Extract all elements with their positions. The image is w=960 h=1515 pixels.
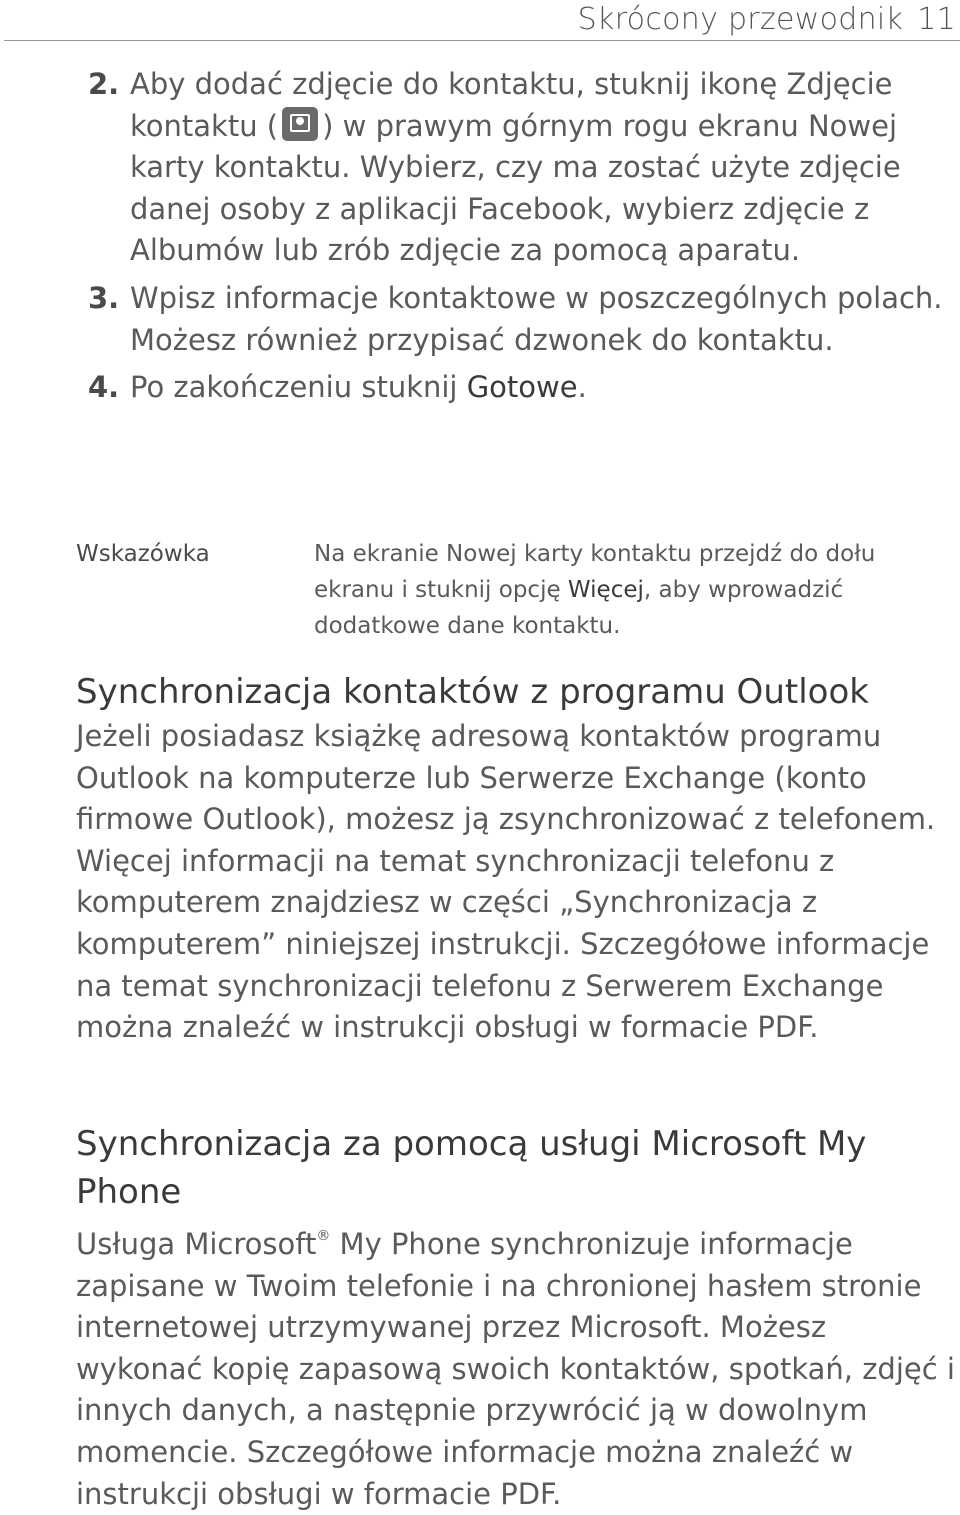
step-number: 4. xyxy=(88,370,120,405)
tip-text-after: , aby wprowadzić dodatkowe dane kontaktu. xyxy=(314,577,844,639)
step-2 xyxy=(88,64,948,272)
section-heading: Synchronizacja kontaktów z programu Outlook xyxy=(76,672,869,712)
step-text-before: Po zakończeniu stuknij xyxy=(130,370,467,405)
more-label: Więcej xyxy=(567,577,644,603)
section-body xyxy=(76,1216,956,1515)
step-text-after: ) w prawym górnym rogu ekranu Nowej karty kontaktu. Wybierz, czy ma zostać użyte zdjęcie danej osoby z aplikacji Facebook, wybierz zdjęcie z Albumów lub zrób zdjęcie za pomocą aparatu. xyxy=(130,108,901,268)
step-3 xyxy=(88,278,948,361)
body-after: My Phone synchronizuje informacje zapisane w Twoim telefonie i na chronionej hasłem stronie internetowej utrzymywanej przez Microsoft. Możesz wykonać kopię zapasową swoich kontaktów, spotkań, zdjęć i innych danych, a następnie przywrócić ją w dowolnym momencie. Szczegółowe informacje można znaleźć w instrukcji obsługi w formacie PDF. xyxy=(76,1227,955,1511)
step-number: 2. xyxy=(88,67,120,101)
step-number: 3. xyxy=(88,280,120,315)
running-header xyxy=(578,2,956,37)
header-divider xyxy=(4,40,960,41)
page-number: 11 xyxy=(917,2,956,37)
section-my-phone-sync xyxy=(76,1120,956,1515)
step-text-before: Aby dodać zdjęcie do kontaktu, stuknij ikonę Zdjęcie kontaktu ( xyxy=(130,67,893,143)
tip-text xyxy=(314,536,934,644)
step-4 xyxy=(88,367,948,409)
body-before: Usługa Microsoft xyxy=(76,1227,317,1261)
section-heading: Synchronizacja za pomocą usługi Microsoft My Phone xyxy=(76,1124,867,1212)
step-text-after: . xyxy=(577,370,587,405)
header-title: Skrócony przewodnik xyxy=(577,2,904,37)
section-outlook-sync xyxy=(76,668,956,1049)
tip-label: Wskazówka xyxy=(76,541,210,567)
contact-photo-icon xyxy=(282,107,318,141)
step-text: Wpisz informacje kontaktowe w poszczególnych polach. Możesz również przypisać dzwonek do kontaktu. xyxy=(130,280,943,357)
done-label: Gotowe xyxy=(466,370,578,405)
registered-mark: ® xyxy=(316,1228,331,1244)
steps-list xyxy=(88,64,948,415)
section-body: Jeżeli posiadasz książkę adresową kontaktów programu Outlook na komputerze lub Serwerze Exchange (konto firmowe Outlook), możesz ją zsynchronizować z telefonem. Więcej informacji na temat synchronizacji telefonu z komputerem znajdziesz w części „Synchronizacja z komputerem” niniejszej instrukcji. Szczegółowe informacje na temat synchronizacji telefonu z Serwerem Exchange można znaleźć w instrukcji obsługi w formacie PDF. xyxy=(76,719,936,1045)
tip-text-before: Na ekranie Nowej karty kontaktu przejdź do dołu ekranu i stuknij opcję xyxy=(314,541,876,603)
